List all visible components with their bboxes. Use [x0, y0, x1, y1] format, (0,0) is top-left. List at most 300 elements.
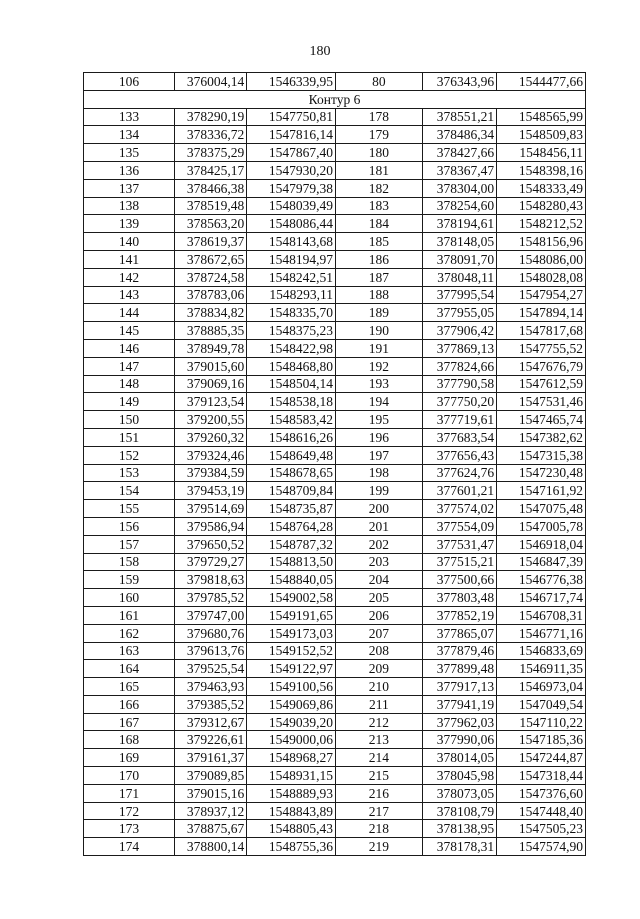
- table-row: [84, 446, 586, 464]
- y-coordinate-right: 1548456,11: [497, 144, 586, 162]
- x-coordinate-right: 378014,05: [422, 749, 496, 767]
- y-coordinate-left: 1549039,20: [247, 713, 336, 731]
- x-coordinate-left: 379514,69: [174, 500, 246, 518]
- point-number-left: 163: [84, 642, 175, 660]
- x-coordinate-right: 378138,95: [422, 820, 496, 838]
- page-number: 180: [309, 44, 331, 59]
- table-row: [84, 357, 586, 375]
- x-coordinate-right: 377917,13: [422, 678, 496, 696]
- point-number-left: 157: [84, 535, 175, 553]
- y-coordinate-left: 1548583,42: [247, 411, 336, 429]
- x-coordinate-left: 379324,46: [174, 446, 246, 464]
- x-coordinate-left: 378885,35: [174, 322, 246, 340]
- table-row: [84, 482, 586, 500]
- x-coordinate-right: 378178,31: [422, 838, 496, 856]
- table-row: [84, 268, 586, 286]
- point-number-right: 185: [336, 233, 423, 251]
- table-row: [84, 411, 586, 429]
- x-coordinate-left: 379384,59: [174, 464, 246, 482]
- x-coordinate-right: 377500,66: [422, 571, 496, 589]
- x-coordinate-left: 379463,93: [174, 678, 246, 696]
- point-number-left: 149: [84, 393, 175, 411]
- point-number-right: 218: [336, 820, 423, 838]
- table-row: [84, 464, 586, 482]
- y-coordinate-left: 1549100,56: [247, 678, 336, 696]
- point-number-left: 134: [84, 126, 175, 144]
- x-coordinate-right: 378551,21: [422, 108, 496, 126]
- x-coordinate-left: 378672,65: [174, 250, 246, 268]
- x-coordinate-left: 379015,60: [174, 357, 246, 375]
- point-number-left: 142: [84, 268, 175, 286]
- point-number-right: 190: [336, 322, 423, 340]
- table-row: [84, 73, 586, 91]
- y-coordinate-right: 1546918,04: [497, 535, 586, 553]
- y-coordinate-right: 1546973,04: [497, 678, 586, 696]
- x-coordinate-right: 376343,96: [422, 73, 496, 91]
- x-coordinate-right: 378073,05: [422, 784, 496, 802]
- point-number-left: 137: [84, 179, 175, 197]
- y-coordinate-right: 1548156,96: [497, 233, 586, 251]
- y-coordinate-left: 1548968,27: [247, 749, 336, 767]
- table-row: [84, 678, 586, 696]
- point-number-right: 183: [336, 197, 423, 215]
- x-coordinate-left: 378375,29: [174, 144, 246, 162]
- y-coordinate-left: 1548143,68: [247, 233, 336, 251]
- x-coordinate-left: 379453,19: [174, 482, 246, 500]
- point-number-left: 133: [84, 108, 175, 126]
- point-number-left: 135: [84, 144, 175, 162]
- x-coordinate-left: 379650,52: [174, 535, 246, 553]
- x-coordinate-right: 377531,47: [422, 535, 496, 553]
- x-coordinate-left: 378937,12: [174, 802, 246, 820]
- x-coordinate-left: 378834,82: [174, 304, 246, 322]
- point-number-right: 195: [336, 411, 423, 429]
- x-coordinate-right: 377750,20: [422, 393, 496, 411]
- y-coordinate-right: 1546771,16: [497, 624, 586, 642]
- y-coordinate-left: 1548787,32: [247, 535, 336, 553]
- x-coordinate-right: 378254,60: [422, 197, 496, 215]
- point-number-left: 174: [84, 838, 175, 856]
- y-coordinate-right: 1547315,38: [497, 446, 586, 464]
- y-coordinate-left: 1548735,87: [247, 500, 336, 518]
- table-row: [84, 749, 586, 767]
- y-coordinate-right: 1547075,48: [497, 500, 586, 518]
- point-number-left: 169: [84, 749, 175, 767]
- table-row: [84, 838, 586, 856]
- y-coordinate-right: 1547612,59: [497, 375, 586, 393]
- y-coordinate-right: 1548086,00: [497, 250, 586, 268]
- y-coordinate-left: 1548375,23: [247, 322, 336, 340]
- y-coordinate-left: 1546339,95: [247, 73, 336, 91]
- point-number-right: 196: [336, 428, 423, 446]
- point-number-left: 164: [84, 660, 175, 678]
- point-number-right: 204: [336, 571, 423, 589]
- point-number-left: 166: [84, 695, 175, 713]
- y-coordinate-right: 1547005,78: [497, 517, 586, 535]
- point-number-left: 170: [84, 767, 175, 785]
- table-row: [84, 144, 586, 162]
- x-coordinate-left: 379680,76: [174, 624, 246, 642]
- y-coordinate-left: 1547979,38: [247, 179, 336, 197]
- x-coordinate-left: 379260,32: [174, 428, 246, 446]
- point-number-right: 198: [336, 464, 423, 482]
- x-coordinate-right: 377683,54: [422, 428, 496, 446]
- point-number-right: 199: [336, 482, 423, 500]
- y-coordinate-left: 1548039,49: [247, 197, 336, 215]
- y-coordinate-left: 1548504,14: [247, 375, 336, 393]
- table-row: [84, 535, 586, 553]
- y-coordinate-right: 1547448,40: [497, 802, 586, 820]
- point-number-right: 214: [336, 749, 423, 767]
- y-coordinate-left: 1548242,51: [247, 268, 336, 286]
- x-coordinate-right: 377865,07: [422, 624, 496, 642]
- y-coordinate-right: 1547954,27: [497, 286, 586, 304]
- y-coordinate-left: 1547867,40: [247, 144, 336, 162]
- y-coordinate-left: 1548194,97: [247, 250, 336, 268]
- x-coordinate-right: 377624,76: [422, 464, 496, 482]
- table-row: [84, 713, 586, 731]
- y-coordinate-left: 1549173,03: [247, 624, 336, 642]
- point-number-right: 178: [336, 108, 423, 126]
- y-coordinate-right: 1548280,43: [497, 197, 586, 215]
- table-row: [84, 820, 586, 838]
- y-coordinate-right: 1548565,99: [497, 108, 586, 126]
- point-number-right: 202: [336, 535, 423, 553]
- point-number-right: 193: [336, 375, 423, 393]
- x-coordinate-left: 378783,06: [174, 286, 246, 304]
- y-coordinate-right: 1546833,69: [497, 642, 586, 660]
- y-coordinate-left: 1548335,70: [247, 304, 336, 322]
- x-coordinate-left: 379586,94: [174, 517, 246, 535]
- x-coordinate-right: 378045,98: [422, 767, 496, 785]
- table-row: [84, 642, 586, 660]
- x-coordinate-left: 378519,48: [174, 197, 246, 215]
- point-number-right: 201: [336, 517, 423, 535]
- y-coordinate-left: 1549122,97: [247, 660, 336, 678]
- x-coordinate-right: 377790,58: [422, 375, 496, 393]
- y-coordinate-right: 1547376,60: [497, 784, 586, 802]
- x-coordinate-right: 377852,19: [422, 606, 496, 624]
- x-coordinate-right: 377995,54: [422, 286, 496, 304]
- x-coordinate-left: 379525,54: [174, 660, 246, 678]
- y-coordinate-left: 1547930,20: [247, 161, 336, 179]
- table-row: [84, 108, 586, 126]
- x-coordinate-right: 377515,21: [422, 553, 496, 571]
- x-coordinate-right: 377899,48: [422, 660, 496, 678]
- point-number-right: 186: [336, 250, 423, 268]
- point-number-right: 219: [336, 838, 423, 856]
- table-row: [84, 571, 586, 589]
- y-coordinate-left: 1548293,11: [247, 286, 336, 304]
- point-number-left: 152: [84, 446, 175, 464]
- x-coordinate-left: 379385,52: [174, 695, 246, 713]
- table-row: [84, 624, 586, 642]
- x-coordinate-right: 378367,47: [422, 161, 496, 179]
- point-number-right: 197: [336, 446, 423, 464]
- table-row: [84, 553, 586, 571]
- x-coordinate-left: 378425,17: [174, 161, 246, 179]
- x-coordinate-right: 377656,43: [422, 446, 496, 464]
- x-coordinate-right: 378194,61: [422, 215, 496, 233]
- y-coordinate-left: 1547816,14: [247, 126, 336, 144]
- x-coordinate-right: 377879,46: [422, 642, 496, 660]
- point-number-right: 209: [336, 660, 423, 678]
- point-number-right: 205: [336, 589, 423, 607]
- point-number-left: 140: [84, 233, 175, 251]
- y-coordinate-left: 1548805,43: [247, 820, 336, 838]
- point-number-right: 191: [336, 339, 423, 357]
- y-coordinate-left: 1549191,65: [247, 606, 336, 624]
- table-row: [84, 606, 586, 624]
- y-coordinate-right: 1547676,79: [497, 357, 586, 375]
- y-coordinate-right: 1547185,36: [497, 731, 586, 749]
- point-number-left: 139: [84, 215, 175, 233]
- y-coordinate-left: 1548755,36: [247, 838, 336, 856]
- x-coordinate-left: 378563,20: [174, 215, 246, 233]
- y-coordinate-left: 1548843,89: [247, 802, 336, 820]
- point-number-right: 188: [336, 286, 423, 304]
- x-coordinate-left: 379613,76: [174, 642, 246, 660]
- y-coordinate-right: 1547049,54: [497, 695, 586, 713]
- point-number-right: 179: [336, 126, 423, 144]
- point-number-right: 210: [336, 678, 423, 696]
- y-coordinate-left: 1548422,98: [247, 339, 336, 357]
- point-number-left: 106: [84, 73, 175, 91]
- point-number-left: 145: [84, 322, 175, 340]
- x-coordinate-right: 377962,03: [422, 713, 496, 731]
- point-number-left: 143: [84, 286, 175, 304]
- table-row: [84, 784, 586, 802]
- y-coordinate-right: 1547755,52: [497, 339, 586, 357]
- point-number-right: 215: [336, 767, 423, 785]
- point-number-right: 211: [336, 695, 423, 713]
- table-row: [84, 428, 586, 446]
- table-row: [84, 660, 586, 678]
- y-coordinate-left: 1549069,86: [247, 695, 336, 713]
- x-coordinate-right: 378427,66: [422, 144, 496, 162]
- x-coordinate-left: 379747,00: [174, 606, 246, 624]
- point-number-left: 171: [84, 784, 175, 802]
- x-coordinate-left: 378290,19: [174, 108, 246, 126]
- y-coordinate-right: 1548333,49: [497, 179, 586, 197]
- table-row: [84, 589, 586, 607]
- point-number-left: 141: [84, 250, 175, 268]
- x-coordinate-right: 377990,06: [422, 731, 496, 749]
- contour-label: Контур 6: [84, 90, 586, 108]
- table-row: [84, 179, 586, 197]
- x-coordinate-right: 378304,00: [422, 179, 496, 197]
- point-number-left: 162: [84, 624, 175, 642]
- point-number-left: 161: [84, 606, 175, 624]
- table-row: [84, 161, 586, 179]
- y-coordinate-left: 1548678,65: [247, 464, 336, 482]
- point-number-right: 217: [336, 802, 423, 820]
- point-number-right: 192: [336, 357, 423, 375]
- y-coordinate-right: 1547531,46: [497, 393, 586, 411]
- x-coordinate-left: 379161,37: [174, 749, 246, 767]
- point-number-right: 189: [336, 304, 423, 322]
- y-coordinate-left: 1548889,93: [247, 784, 336, 802]
- table-row: [84, 215, 586, 233]
- x-coordinate-right: 377906,42: [422, 322, 496, 340]
- x-coordinate-left: 379785,52: [174, 589, 246, 607]
- point-number-right: 180: [336, 144, 423, 162]
- x-coordinate-right: 378091,70: [422, 250, 496, 268]
- x-coordinate-left: 378800,14: [174, 838, 246, 856]
- y-coordinate-left: 1548931,15: [247, 767, 336, 785]
- point-number-left: 158: [84, 553, 175, 571]
- x-coordinate-right: 377941,19: [422, 695, 496, 713]
- y-coordinate-right: 1547465,74: [497, 411, 586, 429]
- x-coordinate-left: 379729,27: [174, 553, 246, 571]
- point-number-right: 208: [336, 642, 423, 660]
- point-number-left: 172: [84, 802, 175, 820]
- y-coordinate-right: 1547574,90: [497, 838, 586, 856]
- y-coordinate-right: 1547230,48: [497, 464, 586, 482]
- table-row: [84, 517, 586, 535]
- y-coordinate-left: 1548813,50: [247, 553, 336, 571]
- table-row: [84, 286, 586, 304]
- y-coordinate-right: 1547110,22: [497, 713, 586, 731]
- y-coordinate-right: 1547318,44: [497, 767, 586, 785]
- point-number-right: 181: [336, 161, 423, 179]
- x-coordinate-left: 378336,72: [174, 126, 246, 144]
- point-number-left: 156: [84, 517, 175, 535]
- point-number-right: 207: [336, 624, 423, 642]
- y-coordinate-left: 1548764,28: [247, 517, 336, 535]
- y-coordinate-left: 1548616,26: [247, 428, 336, 446]
- point-number-left: 154: [84, 482, 175, 500]
- y-coordinate-right: 1548212,52: [497, 215, 586, 233]
- coordinates-table-body: [84, 73, 586, 856]
- table-row: [84, 233, 586, 251]
- y-coordinate-right: 1547244,87: [497, 749, 586, 767]
- table-row: [84, 393, 586, 411]
- table-row: [84, 304, 586, 322]
- point-number-left: 150: [84, 411, 175, 429]
- point-number-right: 213: [336, 731, 423, 749]
- y-coordinate-right: 1546708,31: [497, 606, 586, 624]
- point-number-left: 173: [84, 820, 175, 838]
- point-number-right: 80: [336, 73, 423, 91]
- y-coordinate-right: 1548509,83: [497, 126, 586, 144]
- x-coordinate-left: 378875,67: [174, 820, 246, 838]
- y-coordinate-right: 1547382,62: [497, 428, 586, 446]
- point-number-right: 194: [336, 393, 423, 411]
- x-coordinate-right: 377803,48: [422, 589, 496, 607]
- point-number-right: 184: [336, 215, 423, 233]
- x-coordinate-left: 378619,37: [174, 233, 246, 251]
- x-coordinate-right: 378486,34: [422, 126, 496, 144]
- x-coordinate-left: 379818,63: [174, 571, 246, 589]
- point-number-left: 147: [84, 357, 175, 375]
- y-coordinate-left: 1549002,58: [247, 589, 336, 607]
- y-coordinate-right: 1546717,74: [497, 589, 586, 607]
- point-number-left: 144: [84, 304, 175, 322]
- x-coordinate-right: 377601,21: [422, 482, 496, 500]
- point-number-left: 159: [84, 571, 175, 589]
- x-coordinate-right: 378148,05: [422, 233, 496, 251]
- x-coordinate-right: 378048,11: [422, 268, 496, 286]
- point-number-left: 155: [84, 500, 175, 518]
- point-number-left: 146: [84, 339, 175, 357]
- table-row: [84, 767, 586, 785]
- point-number-left: 153: [84, 464, 175, 482]
- y-coordinate-left: 1548086,44: [247, 215, 336, 233]
- x-coordinate-left: 378466,38: [174, 179, 246, 197]
- y-coordinate-right: 1546911,35: [497, 660, 586, 678]
- x-coordinate-left: 379015,16: [174, 784, 246, 802]
- y-coordinate-left: 1548709,84: [247, 482, 336, 500]
- table-row: [84, 802, 586, 820]
- x-coordinate-right: 377554,09: [422, 517, 496, 535]
- y-coordinate-left: 1548649,48: [247, 446, 336, 464]
- x-coordinate-right: 377574,02: [422, 500, 496, 518]
- point-number-right: 203: [336, 553, 423, 571]
- x-coordinate-left: 379200,55: [174, 411, 246, 429]
- table-row: [84, 322, 586, 340]
- table-row: [84, 375, 586, 393]
- table-row: [84, 339, 586, 357]
- point-number-left: 148: [84, 375, 175, 393]
- x-coordinate-left: 378949,78: [174, 339, 246, 357]
- y-coordinate-right: 1546847,39: [497, 553, 586, 571]
- x-coordinate-left: 379089,85: [174, 767, 246, 785]
- point-number-right: 187: [336, 268, 423, 286]
- y-coordinate-left: 1548538,18: [247, 393, 336, 411]
- table-row: [84, 695, 586, 713]
- x-coordinate-right: 378108,79: [422, 802, 496, 820]
- point-number-right: 206: [336, 606, 423, 624]
- x-coordinate-left: 379123,54: [174, 393, 246, 411]
- x-coordinate-left: 376004,14: [174, 73, 246, 91]
- table-row: [84, 126, 586, 144]
- y-coordinate-right: 1547505,23: [497, 820, 586, 838]
- point-number-right: 182: [336, 179, 423, 197]
- table-row: [84, 731, 586, 749]
- x-coordinate-right: 377869,13: [422, 339, 496, 357]
- y-coordinate-right: 1547894,14: [497, 304, 586, 322]
- point-number-right: 216: [336, 784, 423, 802]
- coordinates-table: [83, 72, 586, 856]
- point-number-left: 168: [84, 731, 175, 749]
- y-coordinate-left: 1549000,06: [247, 731, 336, 749]
- point-number-left: 136: [84, 161, 175, 179]
- x-coordinate-left: 379226,61: [174, 731, 246, 749]
- y-coordinate-right: 1547817,68: [497, 322, 586, 340]
- point-number-right: 212: [336, 713, 423, 731]
- table-row: [84, 500, 586, 518]
- point-number-left: 165: [84, 678, 175, 696]
- table-row: [84, 197, 586, 215]
- point-number-left: 138: [84, 197, 175, 215]
- y-coordinate-left: 1549152,52: [247, 642, 336, 660]
- y-coordinate-right: 1548398,16: [497, 161, 586, 179]
- x-coordinate-right: 377955,05: [422, 304, 496, 322]
- y-coordinate-right: 1546776,38: [497, 571, 586, 589]
- y-coordinate-left: 1548840,05: [247, 571, 336, 589]
- x-coordinate-left: 379312,67: [174, 713, 246, 731]
- x-coordinate-left: 379069,16: [174, 375, 246, 393]
- y-coordinate-right: 1548028,08: [497, 268, 586, 286]
- x-coordinate-left: 378724,58: [174, 268, 246, 286]
- point-number-right: 200: [336, 500, 423, 518]
- point-number-left: 160: [84, 589, 175, 607]
- table-row: [84, 250, 586, 268]
- x-coordinate-right: 377824,66: [422, 357, 496, 375]
- y-coordinate-right: 1547161,92: [497, 482, 586, 500]
- point-number-left: 151: [84, 428, 175, 446]
